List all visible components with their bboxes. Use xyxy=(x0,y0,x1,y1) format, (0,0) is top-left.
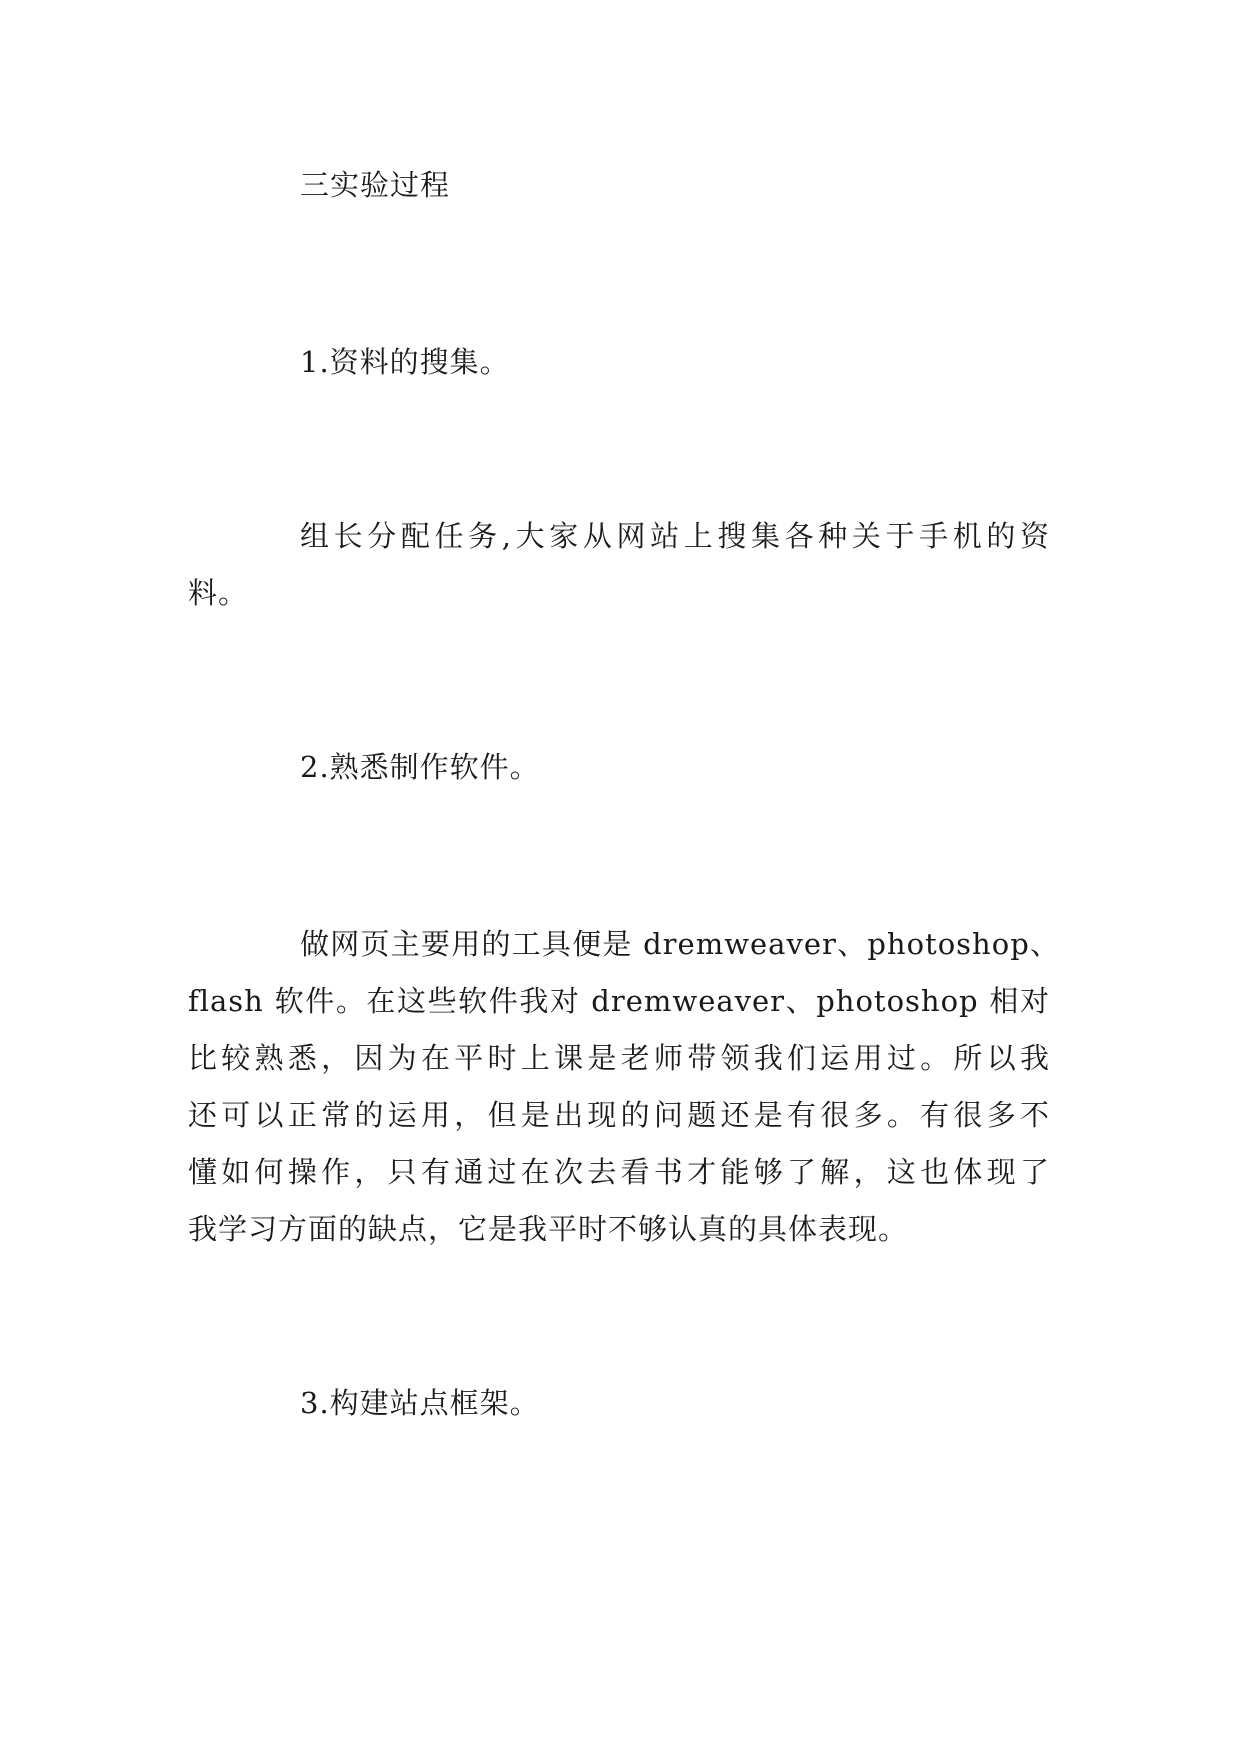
step2-paragraph-line: 我学习方面的缺点，它是我平时不够认真的具体表现。 xyxy=(188,1212,909,1246)
section-heading: 三实验过程 xyxy=(300,168,451,202)
step2-paragraph-line: 还可以正常的运用，但是出现的问题还是有很多。有很多不 xyxy=(188,1098,1050,1132)
step1-paragraph-line: 料。 xyxy=(188,576,249,610)
step2-paragraph-line: 懂如何操作，只有通过在次去看书才能够了解，这也体现了 xyxy=(188,1155,1050,1189)
step2-paragraph-line: 做网页主要用的工具便是 dremweaver、photoshop、 xyxy=(300,927,1060,961)
step3-title: 3.构建站点框架。 xyxy=(300,1386,540,1420)
step2-paragraph-line: 比较熟悉，因为在平时上课是老师带领我们运用过。所以我 xyxy=(188,1041,1050,1075)
step2-paragraph-line: flash 软件。在这些软件我对 dremweaver、photoshop 相对 xyxy=(188,984,1050,1018)
step1-paragraph-line: 组长分配任务,大家从网站上搜集各种关于手机的资 xyxy=(300,519,1050,553)
step2-title: 2.熟悉制作软件。 xyxy=(300,750,540,784)
step1-title: 1.资料的搜集。 xyxy=(300,345,510,379)
